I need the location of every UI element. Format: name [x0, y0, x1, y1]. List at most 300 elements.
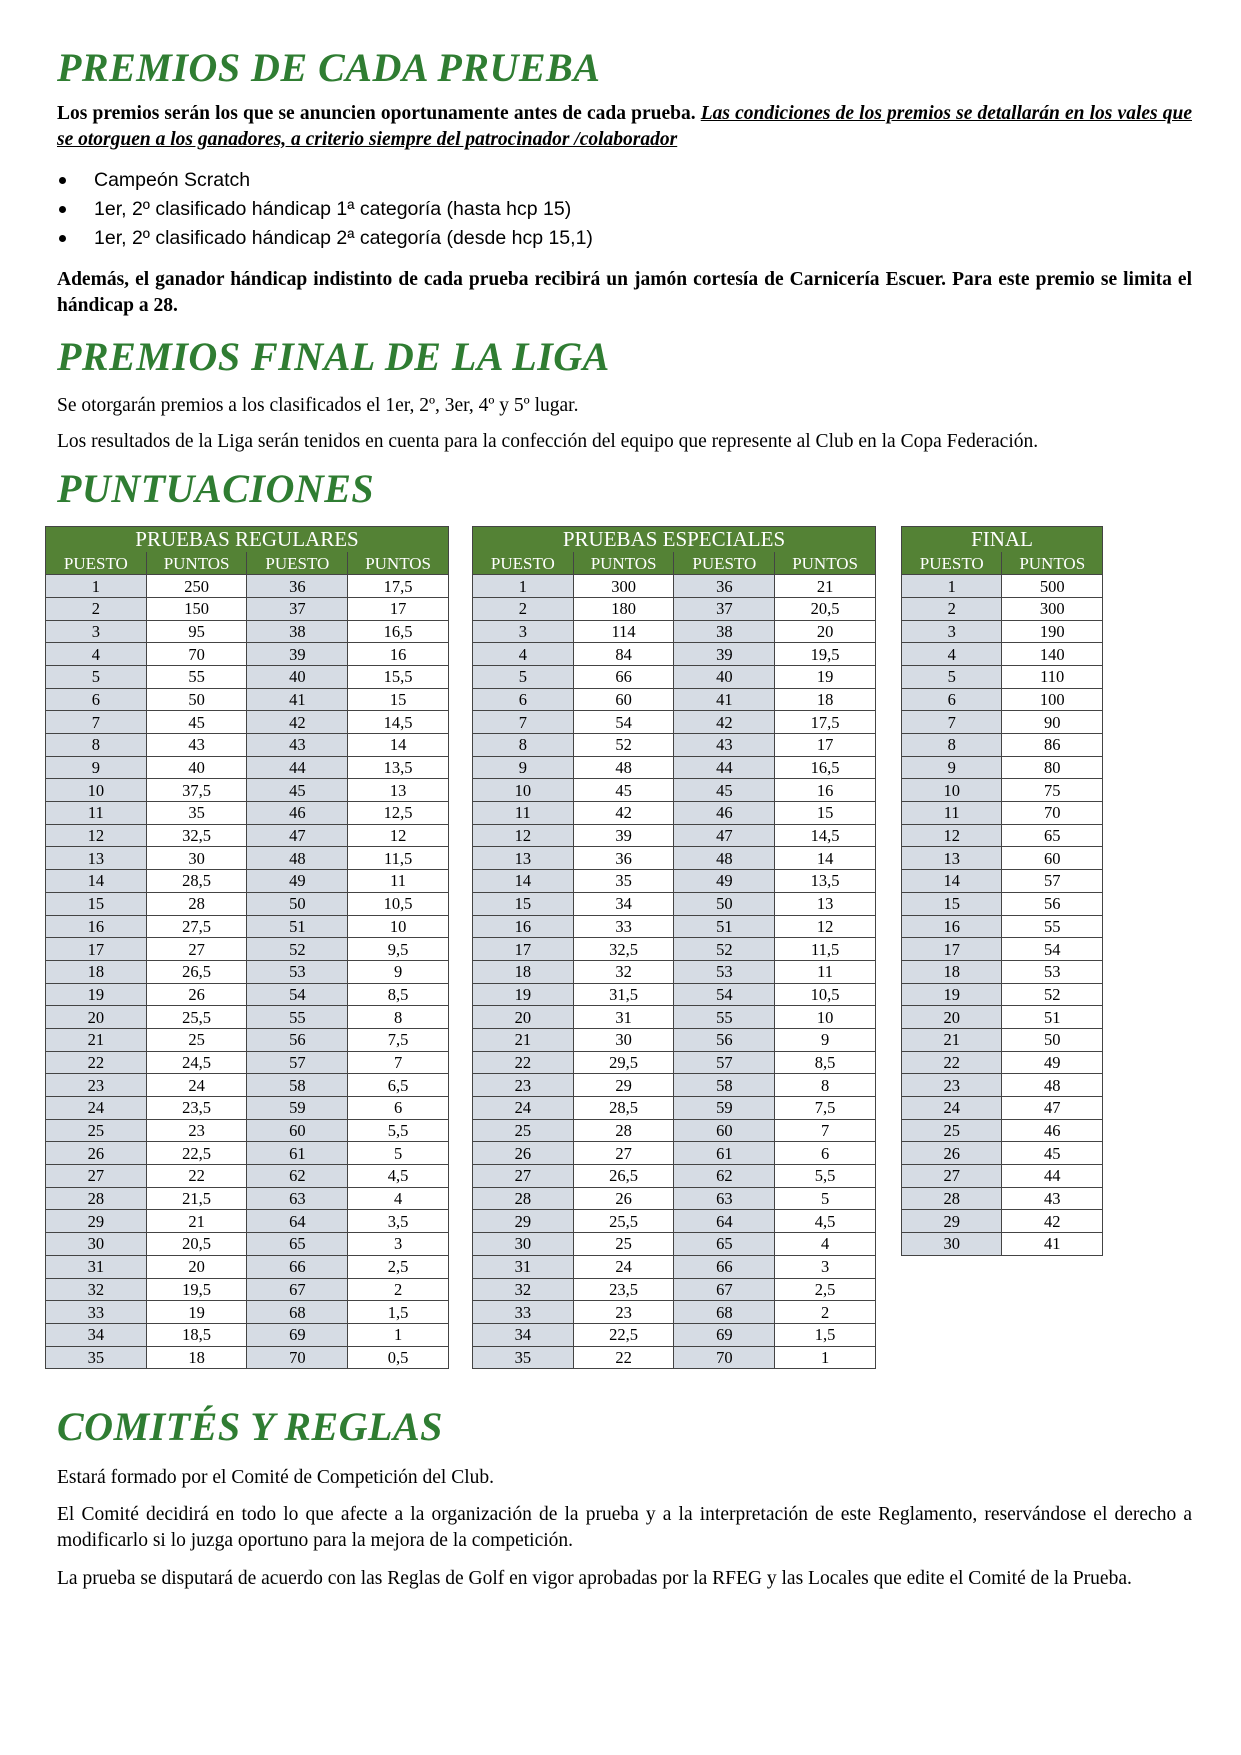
- cell-puesto: 50: [247, 892, 348, 915]
- table-row: [46, 575, 449, 598]
- table-row: [473, 1006, 876, 1029]
- column-header: PUNTOS: [775, 552, 876, 575]
- cell-puesto: 46: [247, 802, 348, 825]
- table-row: [46, 960, 449, 983]
- heading-premios-final: PREMIOS FINAL DE LA LIGA: [57, 334, 610, 379]
- cell-puesto: 50: [674, 892, 775, 915]
- cell-puesto: 11: [902, 802, 1002, 825]
- cell-puntos: 114: [573, 620, 674, 643]
- table-row: [473, 802, 876, 825]
- cell-puntos: 9,5: [348, 938, 449, 961]
- cell-puntos: 14: [348, 734, 449, 757]
- table-row: [46, 847, 449, 870]
- cell-puesto: 34: [46, 1323, 147, 1346]
- cell-puesto: 29: [902, 1210, 1002, 1233]
- table-row: [46, 1323, 449, 1346]
- cell-puntos: 8: [775, 1074, 876, 1097]
- cell-puesto: 13: [902, 847, 1002, 870]
- cell-puesto: 41: [247, 688, 348, 711]
- cell-puntos: 0,5: [348, 1346, 449, 1369]
- cell-puntos: 23: [146, 1119, 247, 1142]
- cell-puntos: 10: [775, 1006, 876, 1029]
- cell-puesto: 6: [473, 688, 574, 711]
- puntuaciones-tables: [45, 526, 1195, 1376]
- column-header: PUESTO: [473, 552, 574, 575]
- cell-puesto: 12: [902, 824, 1002, 847]
- cell-puesto: 5: [902, 665, 1002, 688]
- cell-puesto: 58: [674, 1074, 775, 1097]
- cell-puntos: 500: [1002, 575, 1103, 598]
- cell-puntos: 2,5: [348, 1255, 449, 1278]
- list-item: 1er, 2º clasificado hándicap 1ª categoría (hasta hcp 15): [57, 195, 593, 224]
- cell-puntos: 2,5: [775, 1278, 876, 1301]
- cell-puntos: 35: [146, 802, 247, 825]
- cell-puntos: 22: [146, 1165, 247, 1188]
- table-row: [902, 1187, 1103, 1210]
- table-row: [902, 575, 1103, 598]
- list-item: 1er, 2º clasificado hándicap 2ª categoría (desde hcp 15,1): [57, 224, 593, 253]
- table-row: [473, 1051, 876, 1074]
- table-row: [46, 892, 449, 915]
- cell-puesto: 13: [46, 847, 147, 870]
- cell-puesto: 2: [902, 597, 1002, 620]
- table-row: [46, 1346, 449, 1369]
- cell-puntos: 24: [146, 1074, 247, 1097]
- cell-puesto: 51: [674, 915, 775, 938]
- cell-puesto: 57: [247, 1051, 348, 1074]
- cell-puesto: 5: [473, 665, 574, 688]
- cell-puntos: 17: [348, 597, 449, 620]
- cell-puesto: 26: [473, 1142, 574, 1165]
- table-row: [473, 688, 876, 711]
- table-row: [902, 802, 1103, 825]
- table-row: [473, 1119, 876, 1142]
- cell-puesto: 47: [247, 824, 348, 847]
- cell-puntos: 19,5: [146, 1278, 247, 1301]
- cell-puntos: 50: [146, 688, 247, 711]
- cell-puntos: 26,5: [573, 1165, 674, 1188]
- cell-puntos: 5: [775, 1187, 876, 1210]
- cell-puesto: 23: [46, 1074, 147, 1097]
- cell-puesto: 23: [902, 1074, 1002, 1097]
- table-row: [902, 847, 1103, 870]
- table-row: [46, 665, 449, 688]
- table-row: [902, 960, 1103, 983]
- cell-puntos: 4: [348, 1187, 449, 1210]
- table-pruebas-regulares: [45, 526, 449, 1369]
- cell-puntos: 5,5: [775, 1165, 876, 1188]
- cell-puesto: 29: [473, 1210, 574, 1233]
- cell-puntos: 39: [573, 824, 674, 847]
- cell-puesto: 18: [473, 960, 574, 983]
- cell-puesto: 10: [473, 779, 574, 802]
- cell-puesto: 20: [46, 1006, 147, 1029]
- cell-puntos: 21: [146, 1210, 247, 1233]
- cell-puesto: 70: [247, 1346, 348, 1369]
- cell-puesto: 15: [902, 892, 1002, 915]
- table-row: [902, 734, 1103, 757]
- cell-puntos: 13: [348, 779, 449, 802]
- cell-puesto: 33: [473, 1301, 574, 1324]
- cell-puesto: 59: [247, 1097, 348, 1120]
- cell-puntos: 22,5: [573, 1323, 674, 1346]
- comites-p1: Estará formado por el Comité de Competición del Club.: [57, 1467, 495, 1488]
- cell-puesto: 12: [473, 824, 574, 847]
- cell-puntos: 250: [146, 575, 247, 598]
- table-row: [46, 983, 449, 1006]
- cell-puntos: 15,5: [348, 665, 449, 688]
- cell-puesto: 35: [46, 1346, 147, 1369]
- cell-puesto: 70: [674, 1346, 775, 1369]
- cell-puntos: 28: [573, 1119, 674, 1142]
- table-row: [46, 1097, 449, 1120]
- table-row: [902, 1210, 1103, 1233]
- table-row: [902, 1119, 1103, 1142]
- cell-puntos: 1,5: [775, 1323, 876, 1346]
- cell-puntos: 18,5: [146, 1323, 247, 1346]
- cell-puntos: 11: [348, 870, 449, 893]
- cell-puntos: 22,5: [146, 1142, 247, 1165]
- table-row: [46, 824, 449, 847]
- cell-puntos: 17: [775, 734, 876, 757]
- table-row: [473, 960, 876, 983]
- bullet-icon: [59, 206, 66, 213]
- cell-puesto: 20: [473, 1006, 574, 1029]
- cell-puntos: 13,5: [775, 870, 876, 893]
- cell-puesto: 40: [247, 665, 348, 688]
- table-row: [46, 779, 449, 802]
- cell-puntos: 54: [1002, 938, 1103, 961]
- table-row: [473, 1278, 876, 1301]
- table-row: [473, 870, 876, 893]
- table-row: [46, 1006, 449, 1029]
- cell-puntos: 14,5: [348, 711, 449, 734]
- cell-puntos: 32: [573, 960, 674, 983]
- comites-p3: La prueba se disputará de acuerdo con las Reglas de Golf en vigor aprobadas por la RFEG y las Locales que edite el Comité de la Prueba.: [57, 1568, 1132, 1589]
- table-row: [902, 1165, 1103, 1188]
- cell-puesto: 9: [46, 756, 147, 779]
- table-row: [46, 1255, 449, 1278]
- cell-puntos: 6: [348, 1097, 449, 1120]
- cell-puesto: 60: [247, 1119, 348, 1142]
- cell-puesto: 39: [674, 643, 775, 666]
- table-row: [902, 1006, 1103, 1029]
- cell-puesto: 39: [247, 643, 348, 666]
- cell-puesto: 24: [473, 1097, 574, 1120]
- cell-puesto: 43: [247, 734, 348, 757]
- cell-puntos: 53: [1002, 960, 1103, 983]
- cell-puesto: 31: [473, 1255, 574, 1278]
- table-row: [902, 688, 1103, 711]
- cell-puntos: 28,5: [146, 870, 247, 893]
- cell-puntos: 1,5: [348, 1301, 449, 1324]
- cell-puesto: 32: [46, 1278, 147, 1301]
- cell-puesto: 5: [46, 665, 147, 688]
- cell-puesto: 23: [473, 1074, 574, 1097]
- cell-puntos: 17,5: [775, 711, 876, 734]
- heading-premios-prueba: PREMIOS DE CADA PRUEBA: [57, 45, 601, 90]
- table-row: [473, 1142, 876, 1165]
- table-row: [902, 1233, 1103, 1256]
- cell-puntos: 49: [1002, 1051, 1103, 1074]
- cell-puesto: 4: [902, 643, 1002, 666]
- cell-puesto: 28: [473, 1187, 574, 1210]
- cell-puntos: 17,5: [348, 575, 449, 598]
- cell-puesto: 10: [46, 779, 147, 802]
- cell-puntos: 150: [146, 597, 247, 620]
- cell-puntos: 100: [1002, 688, 1103, 711]
- cell-puesto: 56: [247, 1028, 348, 1051]
- cell-puesto: 7: [46, 711, 147, 734]
- cell-puesto: 19: [473, 983, 574, 1006]
- cell-puntos: 9: [348, 960, 449, 983]
- cell-puntos: 46: [1002, 1119, 1103, 1142]
- cell-puntos: 48: [573, 756, 674, 779]
- cell-puesto: 58: [247, 1074, 348, 1097]
- cell-puntos: 13,5: [348, 756, 449, 779]
- cell-puesto: 8: [902, 734, 1002, 757]
- column-header: PUESTO: [902, 552, 1002, 575]
- table-row: [46, 1051, 449, 1074]
- cell-puntos: 4,5: [775, 1210, 876, 1233]
- table-row: [46, 1028, 449, 1051]
- cell-puntos: 2: [348, 1278, 449, 1301]
- cell-puesto: 33: [46, 1301, 147, 1324]
- cell-puesto: 21: [473, 1028, 574, 1051]
- cell-puntos: 80: [1002, 756, 1103, 779]
- cell-puntos: 42: [573, 802, 674, 825]
- cell-puesto: 56: [674, 1028, 775, 1051]
- cell-puesto: 25: [473, 1119, 574, 1142]
- cell-puesto: 18: [902, 960, 1002, 983]
- cell-puntos: 12,5: [348, 802, 449, 825]
- cell-puntos: 36: [573, 847, 674, 870]
- table-row: [473, 597, 876, 620]
- cell-puntos: 2: [775, 1301, 876, 1324]
- cell-puntos: 70: [1002, 802, 1103, 825]
- table-row: [473, 665, 876, 688]
- cell-puesto: 13: [473, 847, 574, 870]
- cell-puesto: 37: [247, 597, 348, 620]
- cell-puesto: 21: [902, 1028, 1002, 1051]
- cell-puntos: 16: [775, 779, 876, 802]
- cell-puntos: 24: [573, 1255, 674, 1278]
- cell-puntos: 20: [775, 620, 876, 643]
- cell-puntos: 26,5: [146, 960, 247, 983]
- cell-puesto: 35: [473, 1346, 574, 1369]
- cell-puntos: 6: [775, 1142, 876, 1165]
- cell-puntos: 33: [573, 915, 674, 938]
- cell-puntos: 28,5: [573, 1097, 674, 1120]
- cell-puntos: 23,5: [146, 1097, 247, 1120]
- cell-puesto: 30: [46, 1233, 147, 1256]
- cell-puntos: 3,5: [348, 1210, 449, 1233]
- cell-puntos: 56: [1002, 892, 1103, 915]
- cell-puesto: 69: [674, 1323, 775, 1346]
- cell-puesto: 54: [674, 983, 775, 1006]
- cell-puesto: 14: [902, 870, 1002, 893]
- cell-puntos: 95: [146, 620, 247, 643]
- cell-puesto: 42: [247, 711, 348, 734]
- cell-puntos: 14: [775, 847, 876, 870]
- table-row: [473, 1187, 876, 1210]
- table-row: [473, 1301, 876, 1324]
- cell-puntos: 19: [146, 1301, 247, 1324]
- cell-puntos: 32,5: [573, 938, 674, 961]
- premios-final-p1: Se otorgarán premios a los clasificados el 1er, 2º, 3er, 4º y 5º lugar.: [57, 395, 579, 416]
- cell-puntos: 21,5: [146, 1187, 247, 1210]
- cell-puesto: 2: [46, 597, 147, 620]
- cell-puntos: 7,5: [348, 1028, 449, 1051]
- cell-puntos: 25,5: [146, 1006, 247, 1029]
- table-row: [473, 1074, 876, 1097]
- bullet-icon: [59, 177, 66, 184]
- cell-puesto: 45: [247, 779, 348, 802]
- cell-puesto: 28: [902, 1187, 1002, 1210]
- cell-puntos: 24,5: [146, 1051, 247, 1074]
- cell-puntos: 300: [1002, 597, 1103, 620]
- premios-extra: Además, el ganador hándicap indistinto de cada prueba recibirá un jamón cortesía de Carnicería Escuer. Para este premio se limita el hándicap a 28.: [57, 269, 1192, 316]
- table-row: [473, 1097, 876, 1120]
- cell-puntos: 12: [775, 915, 876, 938]
- cell-puesto: 17: [473, 938, 574, 961]
- cell-puntos: 57: [1002, 870, 1103, 893]
- cell-puntos: 26: [573, 1187, 674, 1210]
- cell-puntos: 11: [775, 960, 876, 983]
- table-row: [46, 734, 449, 757]
- table-title: FINAL: [902, 527, 1103, 553]
- cell-puesto: 63: [674, 1187, 775, 1210]
- table-row: [473, 938, 876, 961]
- premios-intro-italic: Las condiciones de los premios se detallarán en los vales que se otorguen a los ganadores, a criterio siempre del patrocinador /colaborador: [57, 103, 1192, 150]
- cell-puntos: 10,5: [775, 983, 876, 1006]
- cell-puesto: 41: [674, 688, 775, 711]
- cell-puesto: 15: [473, 892, 574, 915]
- cell-puesto: 30: [473, 1233, 574, 1256]
- cell-puesto: 8: [46, 734, 147, 757]
- table-row: [46, 597, 449, 620]
- cell-puntos: 4: [775, 1233, 876, 1256]
- cell-puntos: 5: [348, 1142, 449, 1165]
- table-row: [902, 1074, 1103, 1097]
- cell-puesto: 1: [46, 575, 147, 598]
- cell-puesto: 20: [902, 1006, 1002, 1029]
- cell-puesto: 7: [473, 711, 574, 734]
- cell-puesto: 64: [247, 1210, 348, 1233]
- cell-puesto: 22: [902, 1051, 1002, 1074]
- table-row: [46, 620, 449, 643]
- cell-puntos: 65: [1002, 824, 1103, 847]
- column-header: PUESTO: [46, 552, 147, 575]
- cell-puesto: 22: [46, 1051, 147, 1074]
- cell-puesto: 15: [46, 892, 147, 915]
- table-row: [473, 756, 876, 779]
- cell-puesto: 24: [46, 1097, 147, 1120]
- cell-puesto: 65: [247, 1233, 348, 1256]
- cell-puesto: 44: [247, 756, 348, 779]
- cell-puntos: 12: [348, 824, 449, 847]
- cell-puesto: 18: [46, 960, 147, 983]
- cell-puesto: 29: [46, 1210, 147, 1233]
- cell-puntos: 21: [775, 575, 876, 598]
- cell-puesto: 55: [674, 1006, 775, 1029]
- cell-puntos: 51: [1002, 1006, 1103, 1029]
- cell-puesto: 21: [46, 1028, 147, 1051]
- cell-puntos: 13: [775, 892, 876, 915]
- cell-puesto: 61: [247, 1142, 348, 1165]
- cell-puesto: 3: [473, 620, 574, 643]
- cell-puesto: 6: [46, 688, 147, 711]
- cell-puntos: 19: [775, 665, 876, 688]
- cell-puntos: 31: [573, 1006, 674, 1029]
- table-row: [902, 756, 1103, 779]
- cell-puntos: 7,5: [775, 1097, 876, 1120]
- cell-puntos: 44: [1002, 1165, 1103, 1188]
- cell-puesto: 30: [902, 1233, 1002, 1256]
- table-row: [473, 892, 876, 915]
- cell-puesto: 68: [247, 1301, 348, 1324]
- cell-puntos: 22: [573, 1346, 674, 1369]
- cell-puesto: 47: [674, 824, 775, 847]
- cell-puesto: 6: [902, 688, 1002, 711]
- cell-puntos: 20,5: [775, 597, 876, 620]
- column-header: PUESTO: [247, 552, 348, 575]
- cell-puntos: 8,5: [775, 1051, 876, 1074]
- table-row: [473, 1255, 876, 1278]
- heading-comites: COMITÉS Y REGLAS: [57, 1404, 443, 1449]
- cell-puntos: 27: [146, 938, 247, 961]
- table-row: [902, 915, 1103, 938]
- cell-puesto: 67: [674, 1278, 775, 1301]
- cell-puesto: 54: [247, 983, 348, 1006]
- cell-puntos: 29: [573, 1074, 674, 1097]
- table-row: [46, 1074, 449, 1097]
- list-item: Campeón Scratch: [57, 166, 593, 195]
- cell-puesto: 45: [674, 779, 775, 802]
- table-row: [473, 824, 876, 847]
- table-row: [473, 1346, 876, 1369]
- cell-puesto: 62: [674, 1165, 775, 1188]
- table-row: [902, 870, 1103, 893]
- cell-puesto: 16: [46, 915, 147, 938]
- cell-puntos: 1: [348, 1323, 449, 1346]
- cell-puntos: 20,5: [146, 1233, 247, 1256]
- cell-puesto: 36: [247, 575, 348, 598]
- cell-puesto: 52: [674, 938, 775, 961]
- table-row: [902, 620, 1103, 643]
- cell-puesto: 4: [46, 643, 147, 666]
- cell-puntos: 26: [146, 983, 247, 1006]
- cell-puntos: 54: [573, 711, 674, 734]
- cell-puntos: 19,5: [775, 643, 876, 666]
- table-row: [902, 597, 1103, 620]
- cell-puntos: 47: [1002, 1097, 1103, 1120]
- table-row: [46, 1210, 449, 1233]
- cell-puesto: 49: [674, 870, 775, 893]
- cell-puesto: 69: [247, 1323, 348, 1346]
- cell-puntos: 27,5: [146, 915, 247, 938]
- cell-puesto: 7: [902, 711, 1002, 734]
- cell-puesto: 14: [46, 870, 147, 893]
- cell-puesto: 52: [247, 938, 348, 961]
- cell-puesto: 59: [674, 1097, 775, 1120]
- cell-puntos: 6,5: [348, 1074, 449, 1097]
- table-row: [902, 711, 1103, 734]
- table-row: [473, 1323, 876, 1346]
- table-row: [473, 734, 876, 757]
- table-row: [473, 1233, 876, 1256]
- cell-puntos: 16: [348, 643, 449, 666]
